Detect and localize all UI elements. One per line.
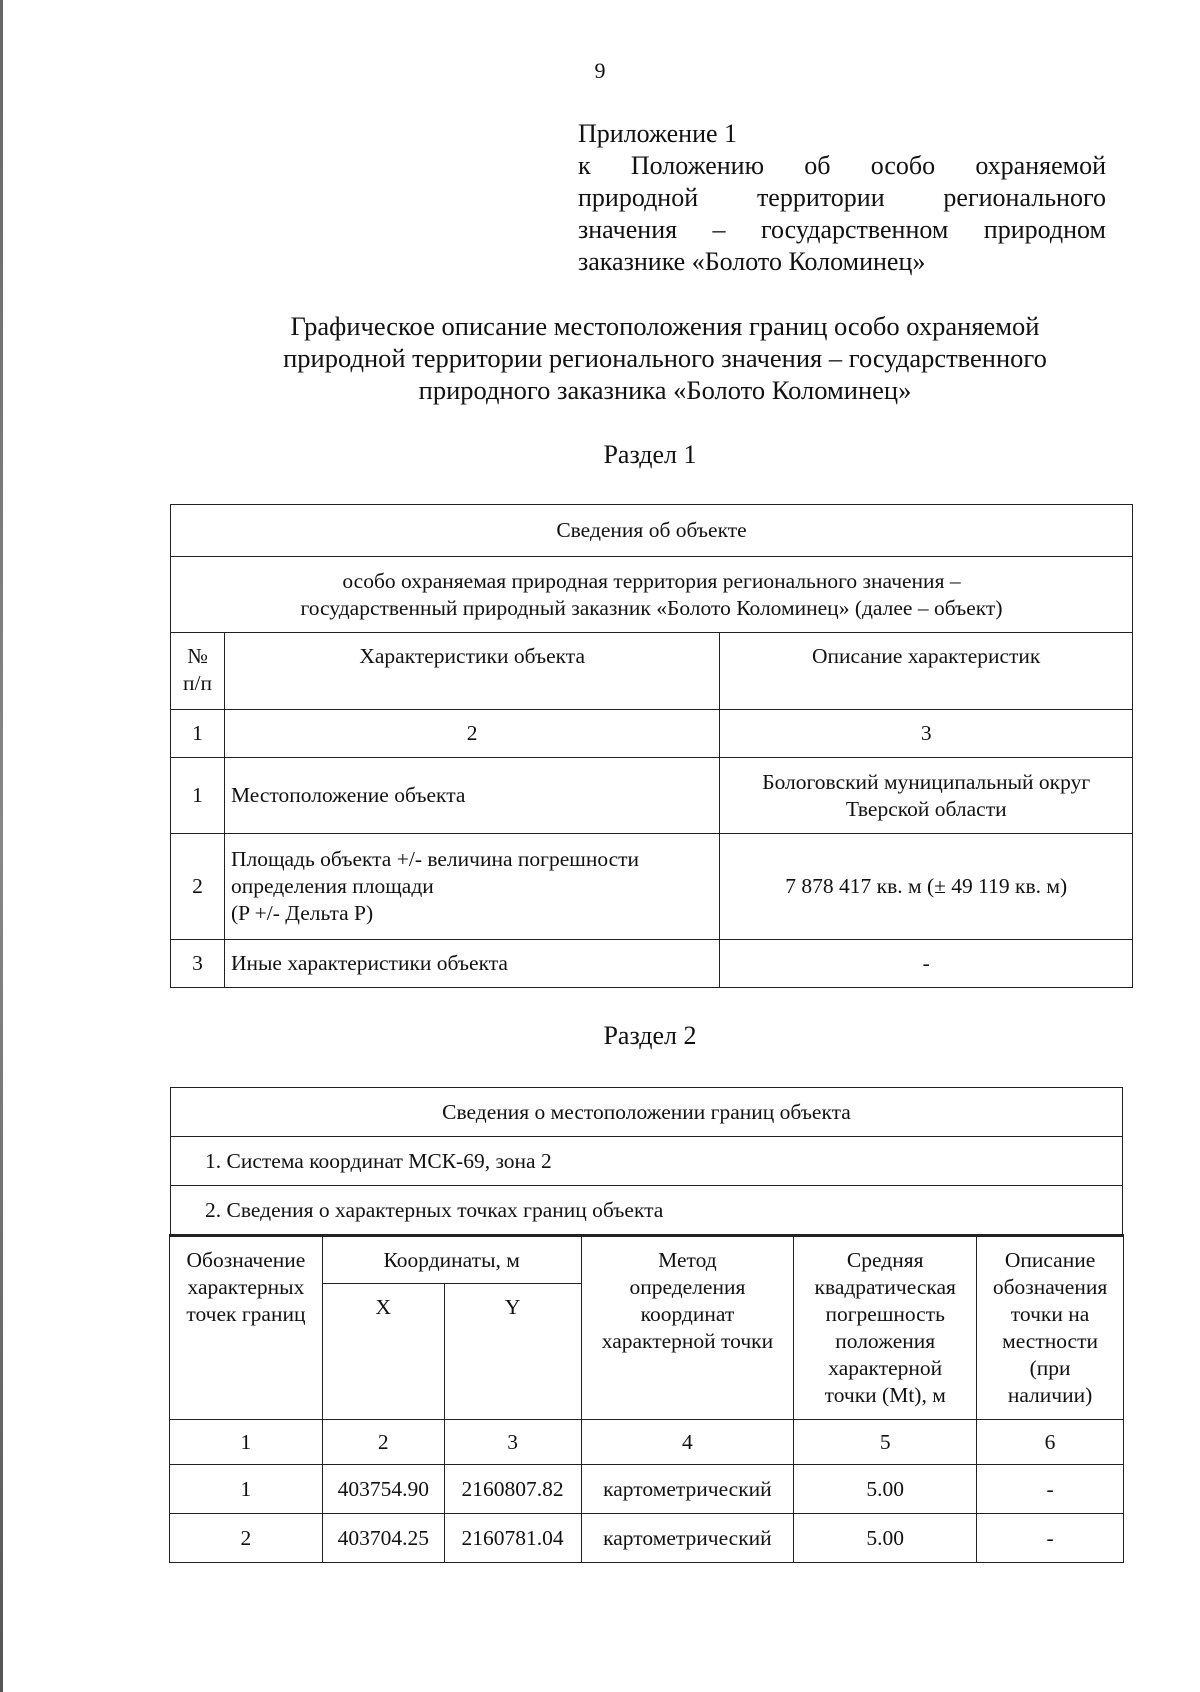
column-number: 2	[322, 1420, 444, 1465]
description-cell: -	[720, 940, 1133, 988]
appendix-block	[578, 118, 1106, 278]
header-line: Обозначение	[186, 1248, 306, 1272]
header-line: координат	[640, 1302, 735, 1326]
header-line: Описание	[1004, 1248, 1096, 1272]
header-coordinates: Координаты, м	[322, 1236, 581, 1284]
table-caption: Сведения о местоположении границ объекта	[171, 1088, 1123, 1137]
table-row	[171, 1186, 1123, 1235]
appendix-line: значения – государственном природном	[578, 215, 1106, 244]
boundary-points-table	[169, 1234, 1124, 1563]
description-cell	[720, 758, 1133, 834]
characteristic-cell	[224, 834, 719, 940]
header-x: X	[322, 1284, 444, 1420]
description-cell: -	[977, 1465, 1124, 1514]
header-line: характерной точки	[601, 1329, 774, 1353]
column-number: 1	[171, 710, 225, 758]
table-row	[171, 1137, 1123, 1186]
appendix-line: Приложение 1	[578, 119, 738, 148]
coordinate-x: 403704.25	[322, 1514, 444, 1563]
coordinate-x: 403754.90	[322, 1465, 444, 1514]
header-y: Y	[444, 1284, 581, 1420]
header-line: Средняя	[846, 1248, 924, 1272]
description-line: Тверской области	[845, 796, 1007, 821]
column-number: 3	[720, 710, 1133, 758]
point-number: 1	[170, 1465, 323, 1514]
error-cell: 5.00	[794, 1465, 977, 1514]
coordinate-y: 2160807.82	[444, 1465, 581, 1514]
error-cell: 5.00	[794, 1514, 977, 1563]
characteristic-cell: Местоположение объекта	[224, 758, 719, 834]
table-row	[170, 1465, 1124, 1514]
header-line: погрешность	[825, 1302, 945, 1326]
description-cell: 7 878 417 кв. м (± 49 119 кв. м)	[720, 834, 1133, 940]
column-number: 1	[170, 1420, 323, 1465]
point-number: 2	[170, 1514, 323, 1563]
column-number-row	[170, 1420, 1124, 1465]
header-line: наличии)	[1007, 1383, 1093, 1407]
header-designation	[170, 1236, 323, 1420]
scan-edge	[0, 0, 3, 1692]
table-header-row	[170, 1236, 1124, 1284]
table-row	[171, 834, 1133, 940]
object-name-line: особо охраняемая природная территория регионального значения –	[342, 568, 961, 593]
characteristic-line: определения площади	[230, 874, 434, 898]
section-2-heading: Раздел 2	[603, 1021, 697, 1050]
header-num-line: №	[187, 644, 208, 668]
object-name-cell	[171, 557, 1133, 633]
column-number-row	[171, 710, 1133, 758]
header-characteristic: Характеристики объекта	[224, 633, 719, 710]
header-description: Описание характеристик	[720, 633, 1133, 710]
column-number: 5	[794, 1420, 977, 1465]
column-number: 6	[977, 1420, 1124, 1465]
table-row	[171, 557, 1133, 633]
column-number: 3	[444, 1420, 581, 1465]
header-description	[977, 1236, 1124, 1420]
table-row	[171, 940, 1133, 988]
header-line: (при	[1029, 1356, 1071, 1380]
header-line: точек границ	[186, 1302, 306, 1326]
title-line: природной территории регионального значения – государственного	[283, 343, 1047, 373]
title-line: природного заказника «Болото Коломинец»	[418, 375, 912, 405]
row-number: 2	[171, 834, 225, 940]
points-caption: 2. Сведения о характерных точках границ объекта	[171, 1186, 1123, 1235]
header-method	[581, 1236, 794, 1420]
header-line: точки (Mt), м	[824, 1383, 946, 1407]
header-num-line: п/п	[182, 671, 212, 695]
table-row	[171, 505, 1133, 557]
header-line: точки на	[1010, 1302, 1090, 1326]
page-number: 9	[594, 58, 606, 83]
object-info-table	[170, 504, 1133, 988]
table-row	[171, 1088, 1123, 1137]
method-cell: картометрический	[581, 1514, 794, 1563]
coordinate-system: 1. Система координат МСК-69, зона 2	[171, 1137, 1123, 1186]
appendix-line: заказнике «Болото Коломинец»	[578, 247, 926, 276]
appendix-line: природной территории регионального	[578, 183, 1106, 212]
object-name-line: государственный природный заказник «Болото Коломинец» (далее – объект)	[300, 595, 1003, 620]
row-number: 3	[171, 940, 225, 988]
header-line: положения	[835, 1329, 936, 1353]
boundary-info-table	[170, 1087, 1123, 1235]
characteristic-line: (P +/- Дельта P)	[230, 901, 374, 925]
coordinate-y: 2160781.04	[444, 1514, 581, 1563]
row-number: 1	[171, 758, 225, 834]
header-error	[794, 1236, 977, 1420]
header-line: характерных	[187, 1275, 305, 1299]
table-caption: Сведения об объекте	[171, 505, 1133, 557]
method-cell: картометрический	[581, 1465, 794, 1514]
header-line: характерной	[828, 1356, 943, 1380]
column-number: 4	[581, 1420, 794, 1465]
description-cell: -	[977, 1514, 1124, 1563]
appendix-line: к Положению об особо охраняемой	[578, 151, 1106, 180]
description-line: Бологовский муниципальный округ	[762, 769, 1091, 794]
document-title	[230, 310, 1100, 406]
characteristic-line: Площадь объекта +/- величина погрешности	[230, 847, 640, 871]
header-num	[171, 633, 225, 710]
header-line: Метод	[658, 1248, 717, 1272]
section-1-heading: Раздел 1	[603, 440, 697, 469]
header-line: обозначения	[992, 1275, 1108, 1299]
column-number: 2	[224, 710, 719, 758]
table-row	[170, 1514, 1124, 1563]
header-line: местности	[1002, 1329, 1098, 1353]
title-line: Графическое описание местоположения границ особо охраняемой	[290, 311, 1040, 341]
header-line: определения	[629, 1275, 746, 1299]
table-header-row	[171, 633, 1133, 710]
header-line: квадратическая	[814, 1275, 956, 1299]
table-row	[171, 758, 1133, 834]
characteristic-cell: Иные характеристики объекта	[224, 940, 719, 988]
